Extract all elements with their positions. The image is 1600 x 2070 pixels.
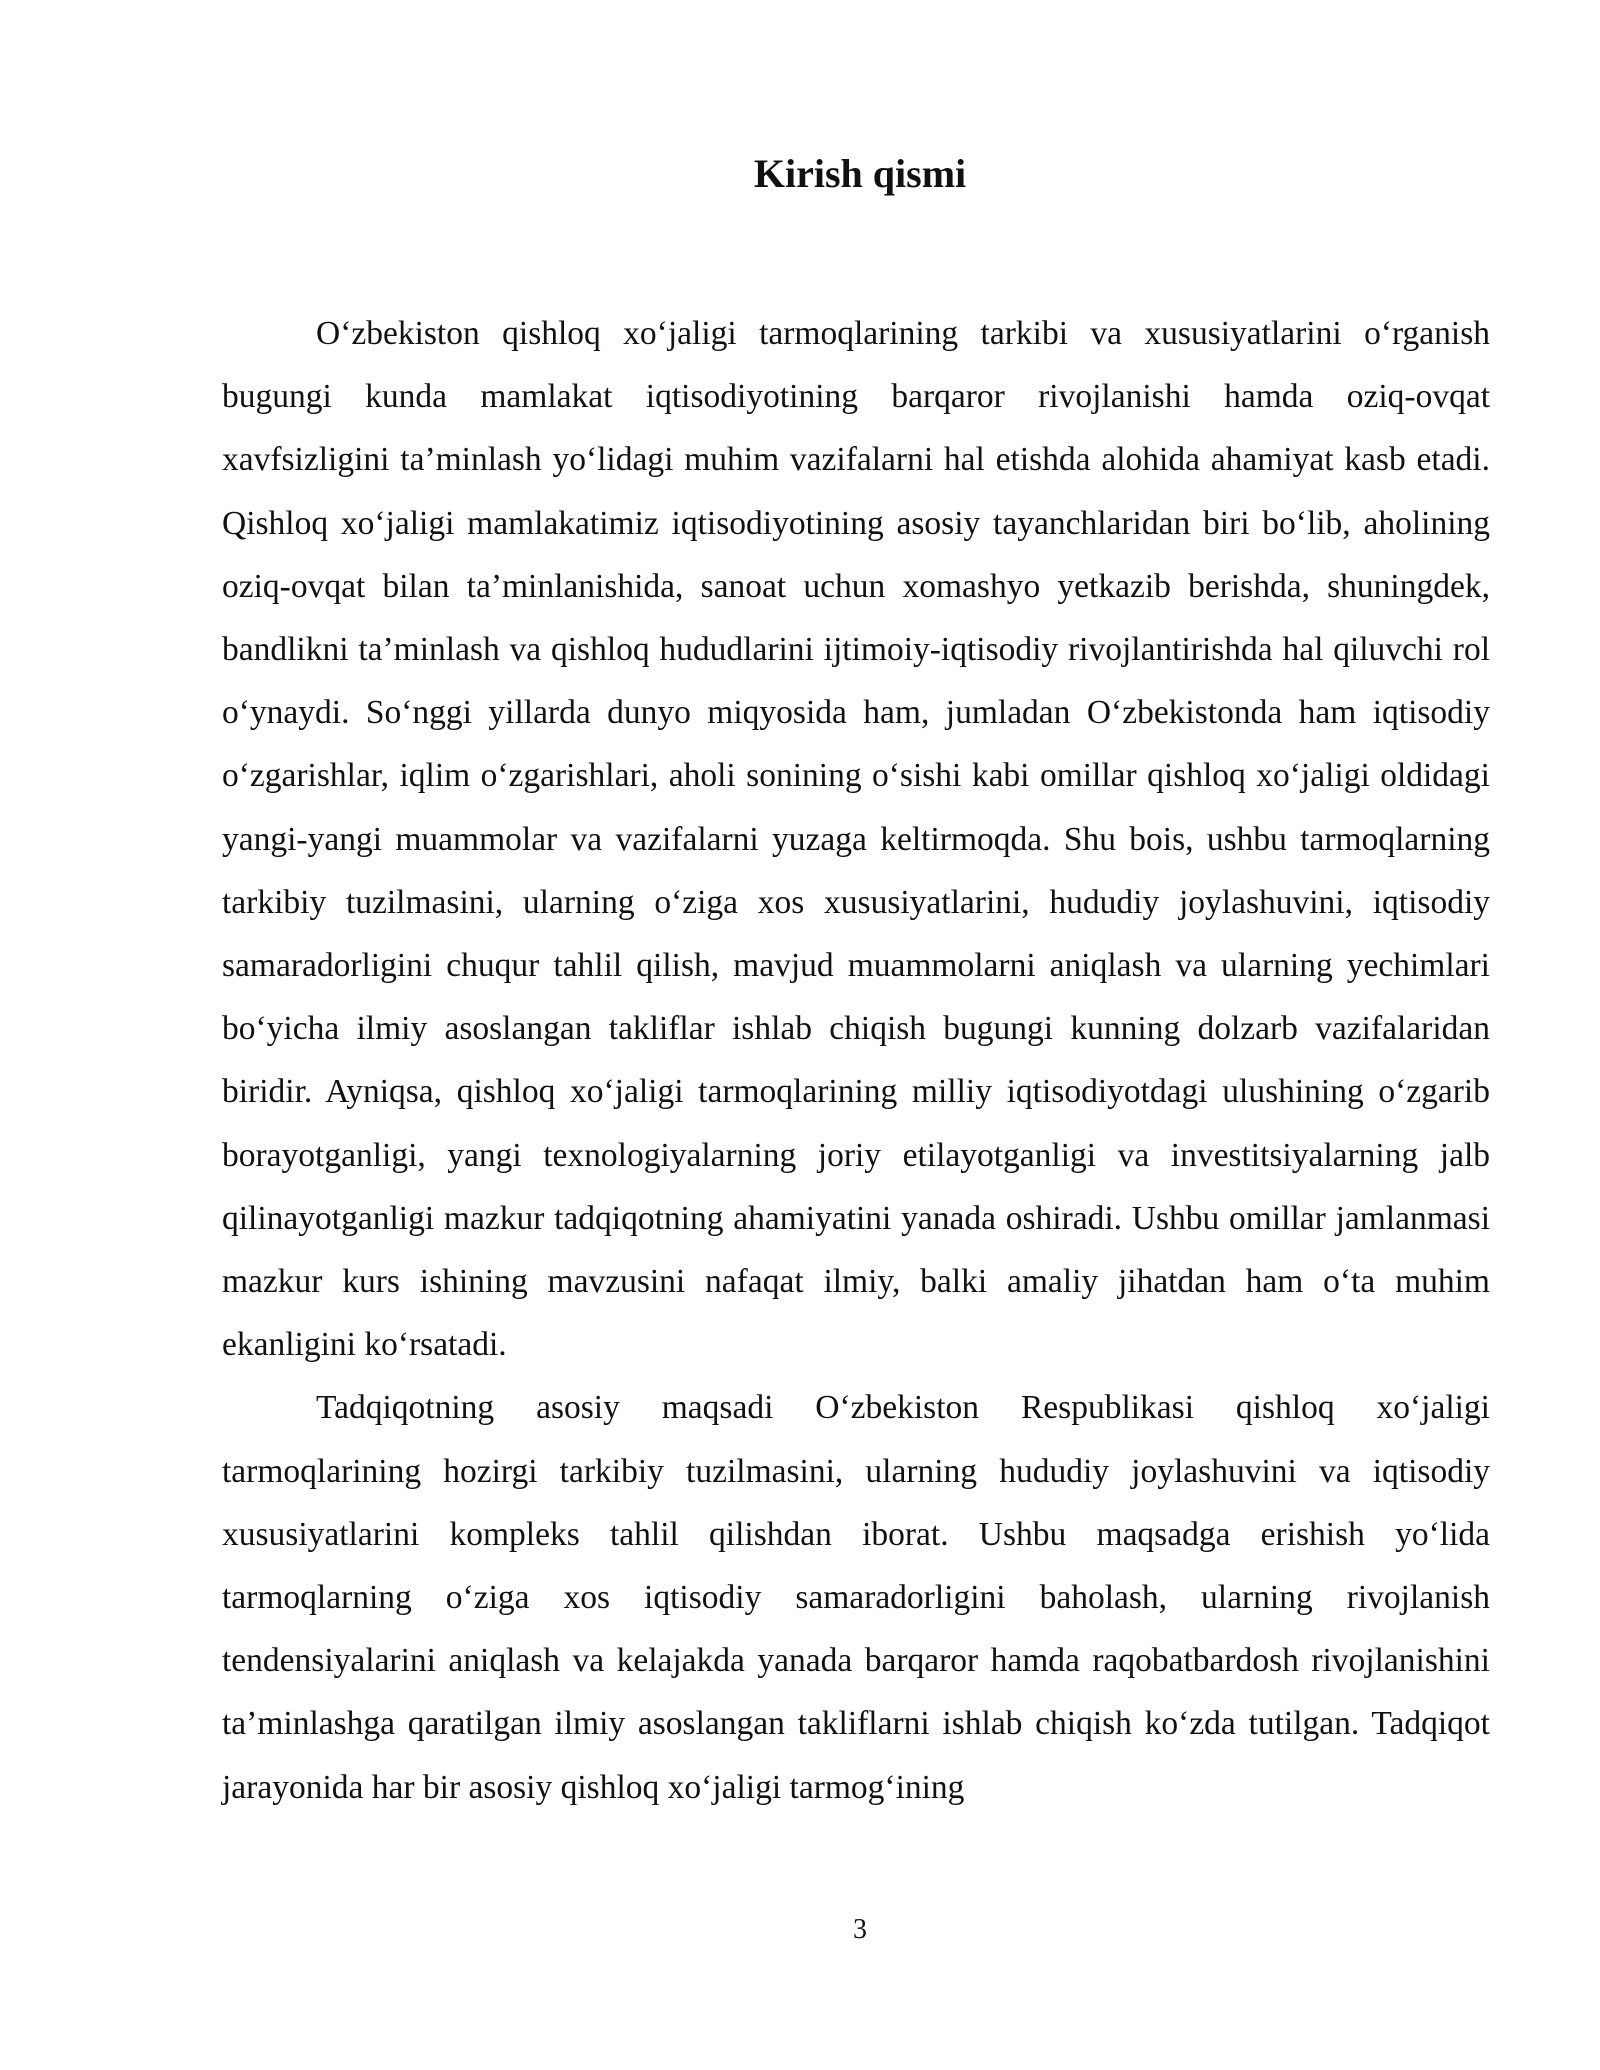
paragraph-introduction: O‘zbekiston qishloq xo‘jaligi tarmoqlarining tarkibi va xususiyatlarini o‘rganish bugungi kunda mamlakat iqtisodiyotining barqaror rivojlanishi hamda oziq-ovqat xavfsizligini ta’minlash yo‘lidagi muhim vazifalarni hal etishda alohida ahamiyat kasb etadi. Qishloq xo‘jaligi mamlakatimiz iqtisodiyotining asosiy tayanchlaridan biri bo‘lib, aholining oziq-ovqat bilan ta’minlanishida, sanoat uchun xomashyo yetkazib berishda, shuningdek, bandlikni ta’minlash va qishloq hududlarini ijtimoiy-iqtisodiy rivojlantirishda hal qiluvchi rol o‘ynaydi. So‘nggi yillarda dunyo miqyosida ham, jumladan O‘zbekistonda ham iqtisodiy o‘zgarishlar, iqlim o‘zgarishlari, aholi sonining o‘sishi kabi omillar qishloq xo‘jaligi oldidagi yangi-yangi muammolar va vazifalarni yuzaga keltirmoqda. Shu bois, ushbu tarmoqlarning tarkibiy tuzilmasini, ularning o‘ziga xos xususiyatlarini, hududiy joylashuvini, iqtisodiy samaradorligini chuqur tahlil qilish, mavjud muammolarni aniqlash va ularning yechimlari bo‘yicha ilmiy asoslangan takliflar ishlab chiqish bugungi kunning dolzarb vazifalaridan biridir. Ayniqsa, qishloq xo‘jaligi tarmoqlarining milliy iqtisodiyotdagi ulushining o‘zgarib borayotganligi, yangi texnologiyalarning joriy etilayotganligi va investitsiyalarning jalb qilinayotganligi mazkur tadqiqotning ahamiyatini yanada oshiradi. Ushbu omillar jamlanmasi mazkur kurs ishining mavzusini nafaqat ilmiy, balki amaliy jihatdan ham o‘ta muhim ekanligini ko‘rsatadi.	[222, 315, 1490, 1364]
page-title: Kirish qismi	[753, 151, 967, 196]
page-number: 3	[853, 1914, 867, 1945]
document-body	[222, 302, 1490, 1819]
paragraph-research-goal: Tadqiqotning asosiy maqsadi O‘zbekiston Respublikasi qishloq xo‘jaligi tarmoqlarining hozirgi tarkibiy tuzilmasini, ularning hududiy joylashuvini va iqtisodiy xususiyatlarini kompleks tahlil qilishdan iborat. Ushbu maqsadga erishish yo‘lida tarmoqlarning o‘ziga xos iqtisodiy samaradorligini baholash, ularning rivojlanish tendensiyalarini aniqlash va kelajakda yanada barqaror hamda raqobatbardosh rivojlanishini ta’minlashga qaratilgan ilmiy asoslangan takliflarni ishlab chiqish ko‘zda tutilgan. Tadqiqot jarayonida har bir asosiy qishloq xo‘jaligi tarmog‘ining	[222, 1389, 1490, 1806]
